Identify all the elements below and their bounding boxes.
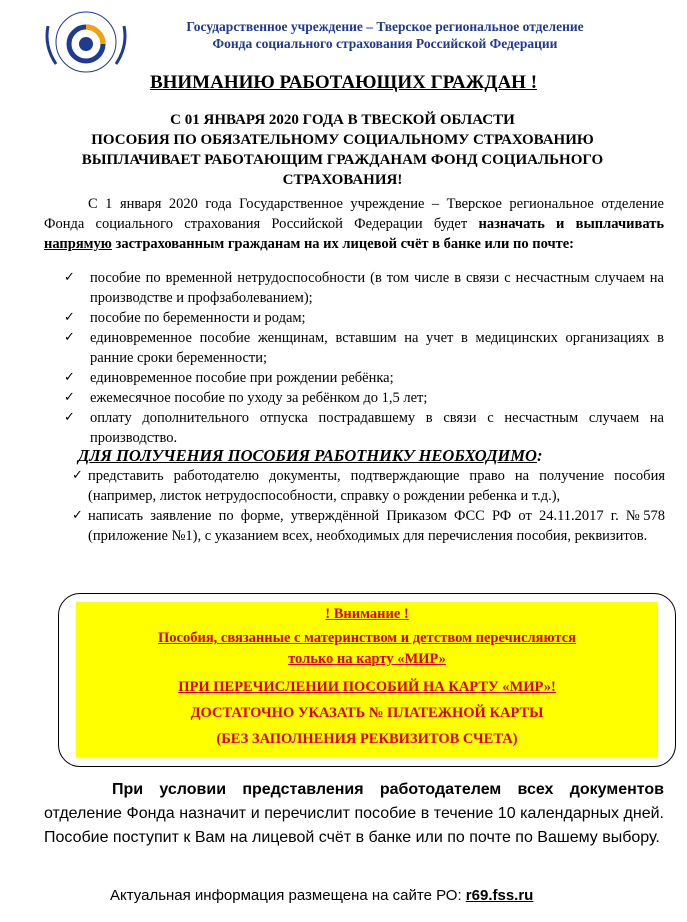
organization-header xyxy=(150,18,620,52)
intro-bold-2: застрахованным гражданам на их лицевой счёт в банке или по почте: xyxy=(111,236,575,252)
subheading-line-4: СТРАХОВАНИЯ! xyxy=(282,172,403,188)
list-item: ✓ написать заявление по форме, утверждённой Приказом ФСС РФ от 24.11.2017 г. №578 (приложение №1), с указанием всех, необходимых для перечисления пособия, реквизитов. xyxy=(72,508,665,544)
checkmark-icon: ✓ xyxy=(64,410,75,425)
closing-text: отделение Фонда назначит и перечислит пособие в течение 10 календарных дней. Пособие поступит к Вам на лицевой счёт в банке или по почте по Вашему выбору. xyxy=(44,805,664,846)
closing-bold: При условии представления работодателем всех документов xyxy=(112,781,664,798)
checkmark-icon: ✓ xyxy=(72,468,83,483)
notice-line-5: (БЕЗ ЗАПОЛНЕНИЯ РЕКВИЗИТОВ СЧЕТА) xyxy=(216,731,518,747)
footer-text: Актуальная информация размещена на сайте РО: xyxy=(110,887,466,904)
notice-box xyxy=(76,602,658,757)
subheading-line-1: С 01 ЯНВАРЯ 2020 ГОДА В ТВЕСКОЙ ОБЛАСТИ xyxy=(170,112,515,128)
list-item: ✓ оплату дополнительного отпуска пострадавшему в связи с несчастным случаем на производство. xyxy=(64,410,664,446)
list-item: ✓ представить работодателю документы, подтверждающие право на получение пособия (например, листок нетрудоспособности, справку о рождении ребенка и т.д.), xyxy=(72,468,665,504)
closing-paragraph xyxy=(44,778,664,850)
requirements-list xyxy=(72,466,665,546)
checkmark-icon: ✓ xyxy=(72,508,83,523)
requirements-heading: ДЛЯ ПОЛУЧЕНИЯ ПОСОБИЯ РАБОТНИКУ НЕОБХОДИМО: xyxy=(78,446,543,465)
intro-bold-1: назначать и выплачивать xyxy=(478,216,664,232)
notice-title: ! Внимание ! xyxy=(325,606,409,622)
website-link[interactable]: r69.fss.ru xyxy=(465,887,534,904)
fss-logo-icon xyxy=(40,6,132,78)
org-line-1: Государственное учреждение – Тверское региональное отделение xyxy=(186,19,584,34)
intro-text: С 1 января 2020 года Государственное учреждение – Тверское региональное отделение Фонда социального страхования Российской Федерации будет xyxy=(44,196,664,232)
list-item: ✓ пособие по временной нетрудоспособности (в том числе в связи с несчастным случаем на производстве и профзаболеванием); xyxy=(64,270,664,306)
checkmark-icon: ✓ xyxy=(64,370,75,385)
page-title: ВНИМАНИЮ РАБОТАЮЩИХ ГРАЖДАН ! xyxy=(149,72,538,93)
intro-paragraph xyxy=(44,194,664,254)
subheading xyxy=(40,110,645,190)
intro-bold-underlined: напрямую xyxy=(44,236,112,252)
org-line-2: Фонда социального страхования Российской Федерации xyxy=(212,36,558,51)
list-item: ✓ единовременное пособие при рождении ребёнка; xyxy=(64,370,394,386)
list-item: ✓ ежемесячное пособие по уходу за ребёнком до 1,5 лет; xyxy=(64,390,428,406)
notice-line-2a: Пособия, связанные с материнством и детством перечисляются xyxy=(158,630,576,646)
notice-line-3: ПРИ ПЕРЕЧИСЛЕНИИ ПОСОБИЙ НА КАРТУ «МИР»! xyxy=(178,679,556,695)
checkmark-icon: ✓ xyxy=(64,390,75,405)
list-item: ✓ пособие по беременности и родам; xyxy=(64,310,306,326)
fss-logo xyxy=(40,6,132,78)
benefits-list xyxy=(64,268,664,448)
list-item: ✓ единовременное пособие женщинам, вставшим на учет в медицинских организациях в ранние сроки беременности; xyxy=(64,330,664,366)
subheading-line-3: ВЫПЛАЧИВАЕТ РАБОТАЮЩИМ ГРАЖДАНАМ ФОНД СОЦИАЛЬНОГО xyxy=(81,152,604,168)
footer xyxy=(110,887,670,904)
checkmark-icon: ✓ xyxy=(64,310,75,325)
notice-line-2b: только на карту «МИР» xyxy=(288,651,446,667)
notice-line-4: ДОСТАТОЧНО УКАЗАТЬ № ПЛАТЕЖНОЙ КАРТЫ xyxy=(190,705,544,721)
checkmark-icon: ✓ xyxy=(64,330,75,345)
subheading-line-2: ПОСОБИЯ ПО ОБЯЗАТЕЛЬНОМУ СОЦИАЛЬНОМУ СТРАХОВАНИЮ xyxy=(91,132,594,148)
checkmark-icon: ✓ xyxy=(64,270,75,285)
